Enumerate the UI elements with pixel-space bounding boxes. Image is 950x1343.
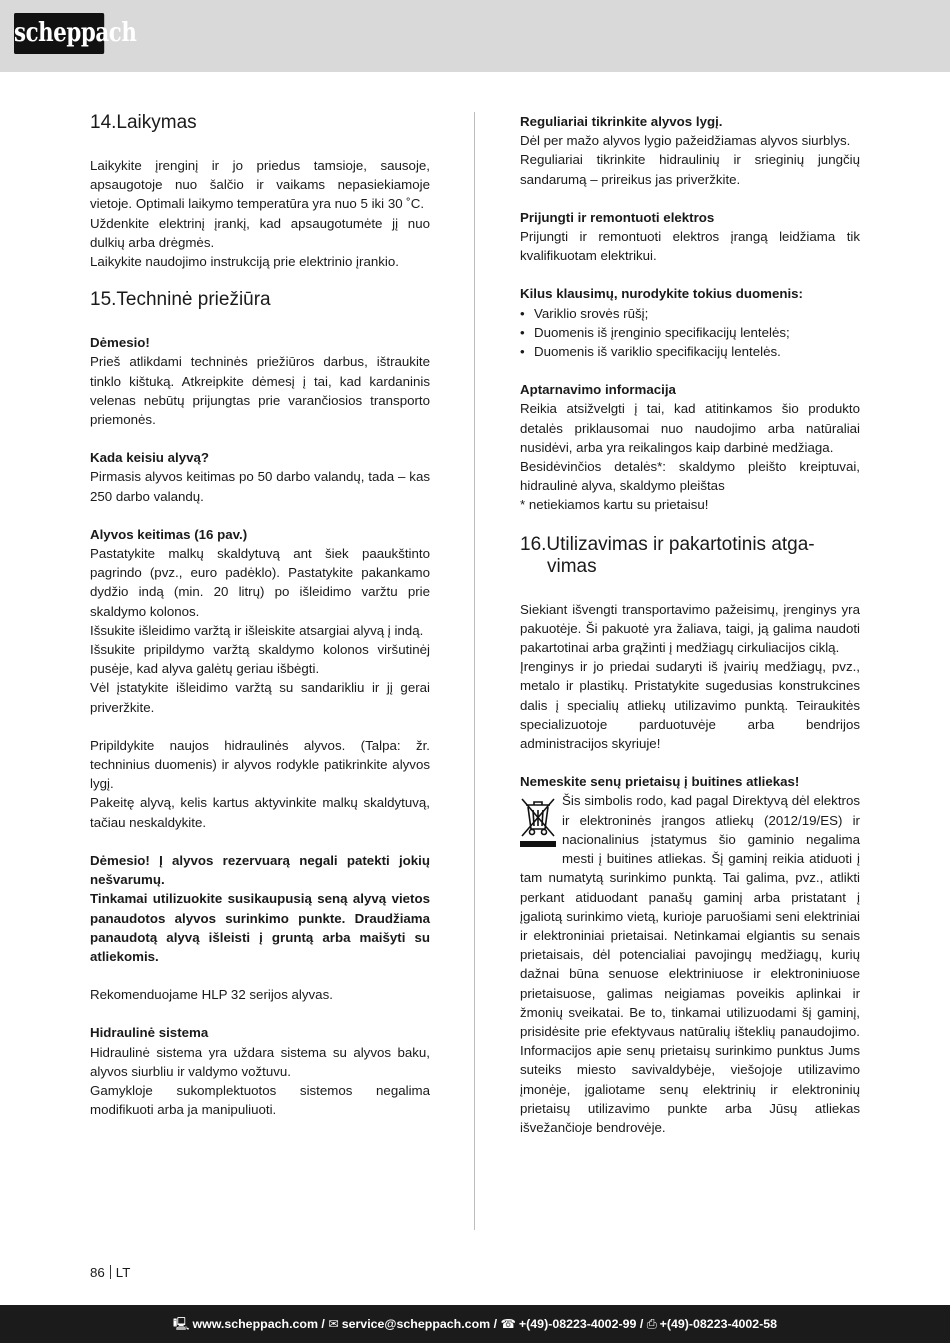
paragraph: Išsukite išleidimo varžtą ir išleiskite atsargiai alyvą į indą.	[90, 622, 424, 638]
footer-bar: 🖳 www.scheppach.com / ✉ service@scheppach.com / ☎ +(49)-08223-4002-99 / ⎙ +(49)-08223-4002-58	[0, 1305, 950, 1343]
questions-heading: Kilus klausimų, nurodykite tokius duomenis:	[520, 286, 803, 302]
paragraph: Pirmasis alyvos keitimas po 50 darbo valandų, tada – kas 250 darbo valandų.	[90, 469, 430, 504]
paragraph: Dėl per mažo alyvos lygio pažeidžiamas alyvos siurblys.	[520, 133, 851, 149]
email-link[interactable]: service@scheppach.com	[341, 1317, 491, 1331]
paragraph: Besidėvinčios detalės*: skaldymo pleišto kreiptuvai, hidraulinė alyva, skaldymo pleištas	[520, 459, 860, 494]
paragraph: Išsukite pripildymo varžtą skaldymo kolonos viršutinėj pusėje, kad alyva galėtų geriau išbėgti.	[90, 642, 430, 677]
service-info-heading: Aptarnavimo informacija	[520, 382, 676, 398]
section-15-heading: 15.Techninė priežiūra	[90, 289, 271, 311]
column-divider	[474, 112, 475, 1230]
section-14-heading: 14.Laikymas	[90, 112, 197, 133]
household-waste-heading: Nemeskite senų prietaisų į buitines atliekas!	[520, 774, 800, 790]
list-item: • Variklio srovės rūšį;	[520, 304, 860, 323]
paragraph: Hidraulinė sistema yra uždara sistema su alyvos baku, alyvos siurbliu ir valdymo vožtuvu.	[90, 1044, 430, 1079]
paragraph: Pripildykite naujos hidraulinės alyvos. (Talpa: žr. techninius duomenis) ir alyvos rodykle patikrinkite alyvos lygį.	[90, 737, 430, 792]
fax-number: +(49)-08223-4002-58	[659, 1317, 778, 1331]
section-16-heading-cont: vimas	[547, 555, 597, 577]
warning-text: Tinkamai utilizuokite susikaupusią seną alyvą vietos panaudotos alyvos surinkimo punkte. Draudžiama panaudotą alyvą išleisti į gruntą arba maišyti su atliekomis.	[90, 891, 430, 964]
paragraph: Siekiant išvengti transportavimo pažeisimų, įrenginys yra pakuotėje. Ši pakuotė yra žaliava, taigi, ją galima naudoti pakartotinai arba grąžinti į medžiagų cirkuliacijos ciklą.	[520, 601, 860, 656]
phone-number: +(49)-08223-4002-99	[518, 1317, 637, 1331]
list-item: • Duomenis iš variklio specifikacijų lentelės.	[520, 342, 860, 361]
paragraph: Įrenginys ir jo priedai sudaryti iš įvairių medžiagų, pvz., metalo ir plastikų. Pristatykite sugedusias konstrukcines dalis į specialių atliekų utilizavimo punktą. Teiraukitės specializuotoje parduotuvėje arba bendrijos administracijos skyriuje!	[520, 659, 860, 752]
page-number: 86 LT	[90, 1265, 131, 1280]
electrical-heading: Prijungti ir remontuoti elektros	[520, 209, 715, 225]
list-item: • Duomenis iš įrenginio specifikacijų lentelės;	[520, 323, 860, 342]
right-column	[520, 112, 860, 1137]
oil-level-heading: Reguliariai tikrinkite alyvos lygį.	[520, 114, 723, 129]
weee-block	[520, 791, 860, 1137]
section-16-heading: 16.Utilizavimas ir pakartotinis atga-	[520, 533, 815, 555]
paragraph: Šis simbolis rodo, kad pagal Direktyvą dėl elektros ir elektroninės įrangos atliekų (2012/19/ES) ir nacionalinius įstatymus šio gaminio negalima mesti į buitines atliekas. Šį gaminį reikia atiduoti į tam numatytą surinkimo punktą. Tai galima, pvz., atlikti perkant atiduodant panašų gaminį arba pristatant į įgaliotą surinkimo vietą, kurioje paruošiami seni elektriniai ir elektroniniai prietaisai. Netinkamai elgiantis su senais prietaisais, dėl potencialiai pavojingų medžiagų, kurių dažnai būna senuose elektriniuose ir elektroniniuose prietaisuose, galimas neigiamas poveikis aplinkai ir žmonių sveikatai. Be to, tinkamai utilizuodami šį gaminį, prisidėsite prie efektyvaus natūralių išteklių panaudojimo. Informacijos apie senų prietaisų surinkimo punktus Jums suteiks miesto savivaldybėje, viešojoje utilizavimo įmonėje, įgaliotame senų elektrinių ir elektroninių prietaisų utilizavimo punkte arba Jūsų atliekas išvežančioje bendrovėje.	[520, 793, 860, 1135]
paragraph: Reikia atsižvelgti į tai, kad atitinkamos šio produkto detalės priklausomai nuo naudojimo arba natūraliai nusidėvi, arba yra reikalingos kaip darbinė medžiaga.	[520, 401, 860, 455]
paragraph: * netiekiamos kartu su prietaisu!	[520, 497, 709, 513]
oil-change-when-heading: Kada keisiu alyvą?	[90, 450, 209, 466]
paragraph: Pastatykite malkų skaldytuvą ant šiek paaukštinto pagrindo (pvz., euro padėklo). Pastatykite pakankamo dydžio indą (min. 20 litrų) po išleidimo varžtu prie skaldymo kolonos.	[90, 546, 430, 619]
questions-list	[520, 304, 860, 362]
paragraph: Rekomenduojame HLP 32 serijos alyvas.	[90, 987, 333, 1003]
scheppach-logo: scheppach	[14, 13, 104, 54]
paragraph: Prieš atlikdami techninės priežiūros darbus, ištraukite tinklo kištuką. Atkreipkite dėmesį į tai, kad kardaninis velenas nebūtų prijungtas prie varančiosios transporto priemonės.	[90, 354, 430, 428]
paragraph: Prijungti ir remontuoti elektros įrangą leidžiama tik kvalifikuotam elektrikui.	[520, 229, 860, 264]
attention-heading: Dėmesio!	[90, 335, 150, 351]
computer-icon: 🖳	[172, 1317, 190, 1331]
paragraph: Gamykloje sukomplektuotos sistemos negalima modifikuoti arba ja manipuliuoti.	[90, 1082, 430, 1118]
left-column	[90, 112, 430, 1119]
oil-change-heading: Alyvos keitimas (16 pav.)	[90, 526, 248, 542]
website-link[interactable]: www.scheppach.com	[192, 1317, 318, 1331]
warning-text: Dėmesio! Į alyvos rezervuarą negali patekti jokių nešvarumų.	[90, 852, 430, 888]
paragraph: Laikykite naudojimo instrukciją prie elektrinio įrankio.	[90, 254, 399, 270]
envelope-icon: ✉	[328, 1317, 339, 1331]
paragraph: Reguliariai tikrinkite hidraulinių ir srieginių jungčių sandarumą – prireikus jas priveržkite.	[520, 152, 860, 187]
paragraph: Laikykite įrenginį ir jo priedus tamsioje, sausoje, apsaugotoje nuo šalčio ir vaikams nepasiekiamoje vietoje. Optimali laikymo temperatūra yra nuo 5 iki 30 ˚C.	[90, 158, 430, 212]
hydraulic-system-heading: Hidraulinė sistema	[90, 1025, 209, 1041]
fax-icon: ⎙	[646, 1317, 657, 1331]
paragraph: Vėl įstatykite išleidimo varžtą su sandarikliu ir jį gerai priveržkite.	[90, 680, 430, 715]
paragraph: Uždenkite elektrinį įrankį, kad apsaugotumėte jį nuo dulkių arba drėgmės.	[90, 215, 430, 250]
paragraph: Pakeitę alyvą, kelis kartus aktyvinkite malkų skaldytuvą, tačiau neskaldykite.	[90, 795, 430, 830]
header-bar	[0, 0, 950, 72]
phone-icon: ☎	[500, 1317, 516, 1331]
crossed-out-wheelie-bin-icon	[520, 795, 556, 853]
